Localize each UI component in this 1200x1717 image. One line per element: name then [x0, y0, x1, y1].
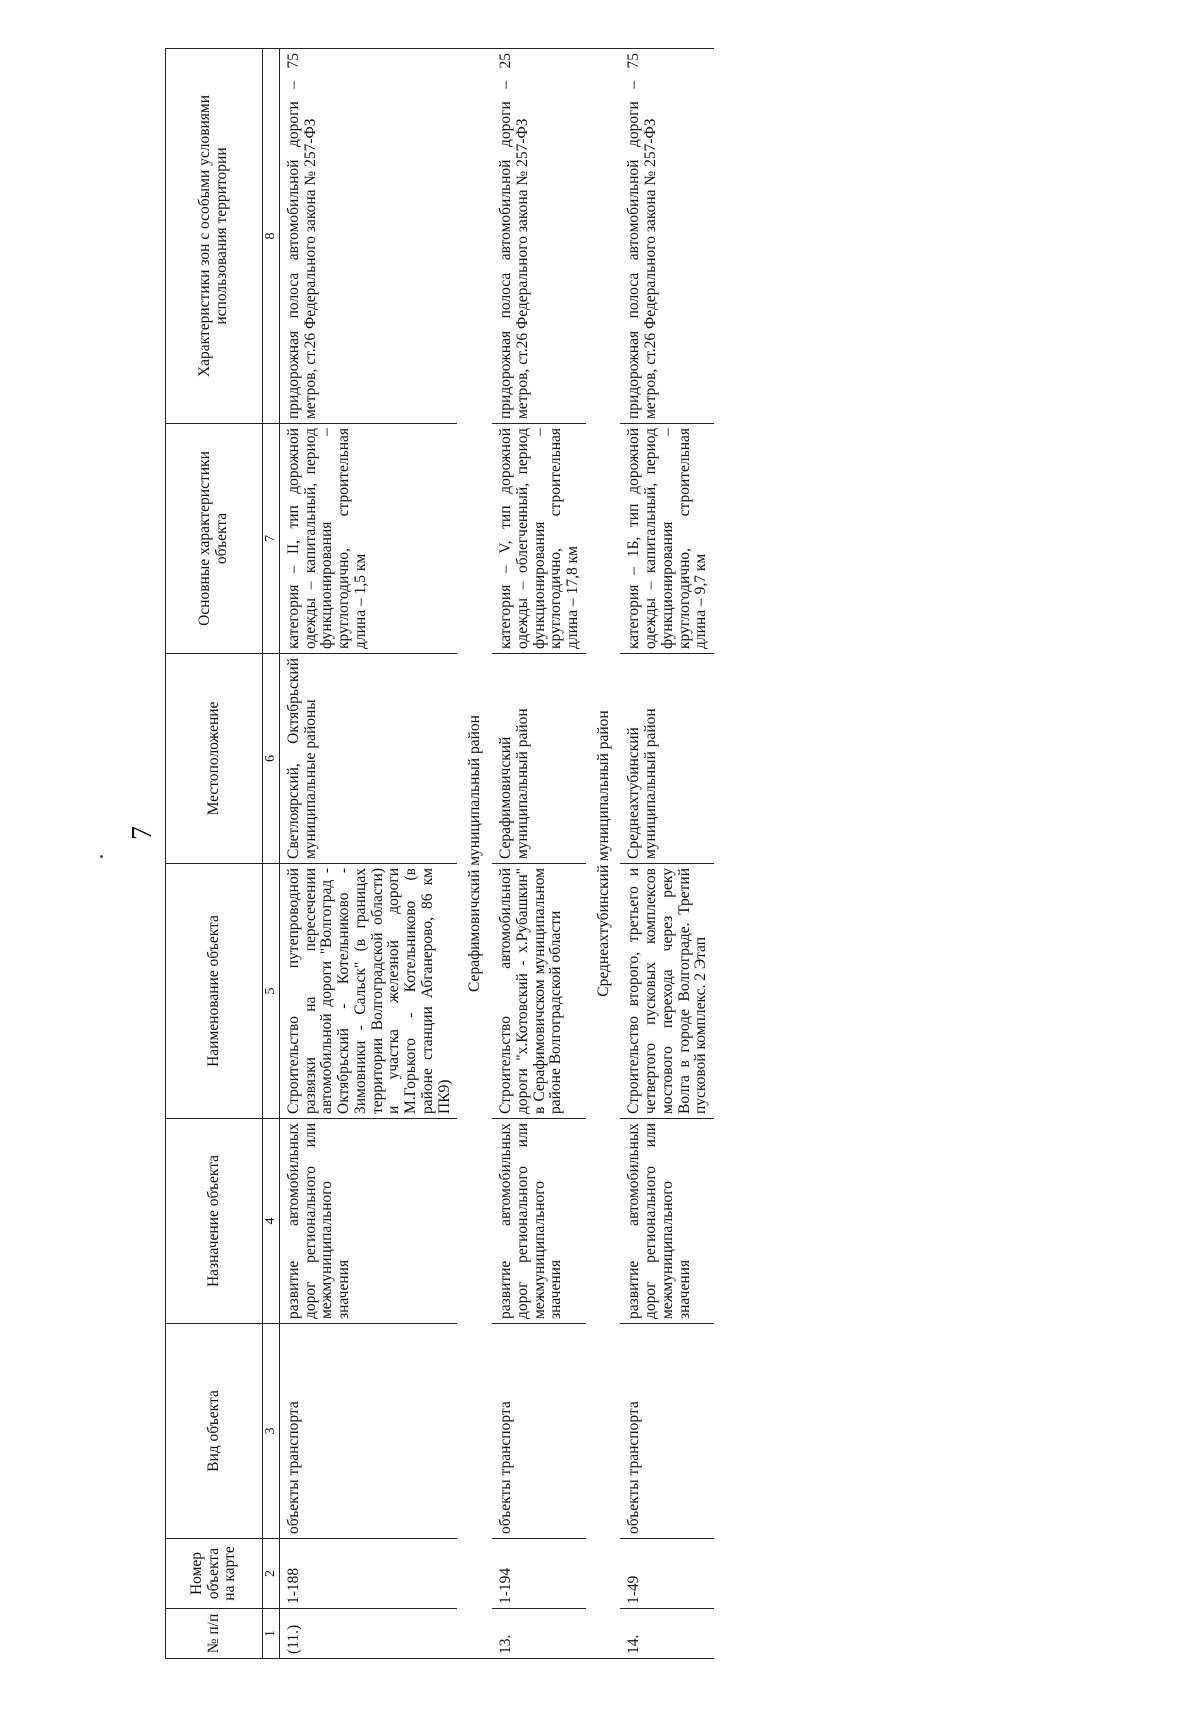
header-cell: Назначение объекта: [166, 1119, 263, 1324]
object-kind: объекты транспорта: [620, 1324, 714, 1539]
table-row: [620, 49, 714, 1659]
page-number: 7: [127, 826, 158, 840]
object-kind: объекты транспорта: [492, 1324, 586, 1539]
zone-characteristics: придорожная полоса автомобильной дороги – 25 метров, ст.26 Федерального закона № 257-ФЗ: [492, 49, 586, 424]
object-name: Строительство путепроводной развязки на пересечении автомобильной дороги "Волгоград - Октябрьский - Котельниково - Зимовники - Сальск" (в границах территории Волгоградской области) и участка железной дороги М.Горького - Котельниково (в районе станции Абганерово, 86 км ПК9): [280, 864, 458, 1119]
map-number: 1-49: [620, 1539, 714, 1609]
header-cell: Основные характеристики объекта: [166, 424, 263, 654]
map-number: 1-194: [492, 1539, 586, 1609]
column-number: 5: [263, 864, 280, 1119]
header-cell: № п/п: [166, 1609, 263, 1659]
header-cell: Номер объекта на карте: [166, 1539, 263, 1609]
object-name: Строительство автомобильной дороги "х.Котовский - х.Рубашкин" в Серафимовичском муниципальном районе Волгоградской области: [492, 864, 586, 1119]
rotated-page: [165, 49, 945, 1659]
header-row: [166, 49, 263, 1659]
row-number: 13.: [492, 1609, 586, 1659]
section-row: [586, 49, 621, 1659]
column-number: 2: [263, 1539, 280, 1609]
scan-dot: [100, 855, 103, 858]
section-title: Серафимовичский муниципальный район: [457, 49, 492, 1659]
section-title: Среднеахтубинский муниципальный район: [586, 49, 621, 1659]
column-number: 6: [263, 654, 280, 864]
column-number: 7: [263, 424, 280, 654]
object-name: Строительство второго, третьего и четвертого пусковых комплексов мостового перехода через реку Волга в городе Волгограде. Третий пусковой комплекс. 2 Этап: [620, 864, 714, 1119]
row-number: (11.): [280, 1609, 458, 1659]
header-cell: Местоположение: [166, 654, 263, 864]
object-purpose: развитие автомобильных дорог регионального или межмуниципального значения: [280, 1119, 458, 1324]
object-location: Среднеахтубинский муниципальный район: [620, 654, 714, 864]
column-number: 8: [263, 49, 280, 424]
object-characteristics: категория – 1Б, тип дорожной одежды – капитальный, период функционирования – круглогодично, строительная длина – 9,7 км: [620, 424, 714, 654]
table-row: [492, 49, 586, 1659]
column-number: 4: [263, 1119, 280, 1324]
column-number-row: [263, 49, 280, 1659]
object-kind: объекты транспорта: [280, 1324, 458, 1539]
header-cell: Вид объекта: [166, 1324, 263, 1539]
header-cell: Характеристики зон с особыми условиями использования территории: [166, 49, 263, 424]
zone-characteristics: придорожная полоса автомобильной дороги – 75 метров, ст.26 Федерального закона № 257-ФЗ: [280, 49, 458, 424]
object-characteristics: категория – II, тип дорожной одежды – капитальный, период функционирования – круглогодично, строительная длина – 1,5 км: [280, 424, 458, 654]
object-purpose: развитие автомобильных дорог регионального или межмуниципального значения: [620, 1119, 714, 1324]
object-location: Серафимовичский муниципальный район: [492, 654, 586, 864]
zone-characteristics: придорожная полоса автомобильной дороги – 75 метров, ст.26 Федерального закона № 257-ФЗ: [620, 49, 714, 424]
header-cell: Наименование объекта: [166, 864, 263, 1119]
object-characteristics: категория – V, тип дорожной одежды – облегченный, период функционирования – круглогодично, строительная длина – 17,8 км: [492, 424, 586, 654]
section-row: [457, 49, 492, 1659]
objects-table: [165, 48, 714, 1659]
row-number: 14.: [620, 1609, 714, 1659]
object-purpose: развитие автомобильных дорог регионального или межмуниципального значения: [492, 1119, 586, 1324]
column-number: 1: [263, 1609, 280, 1659]
object-location: Светлоярский, Октябрьский муниципальные районы: [280, 654, 458, 864]
table-row: [280, 49, 458, 1659]
column-number: 3: [263, 1324, 280, 1539]
map-number: 1-188: [280, 1539, 458, 1609]
